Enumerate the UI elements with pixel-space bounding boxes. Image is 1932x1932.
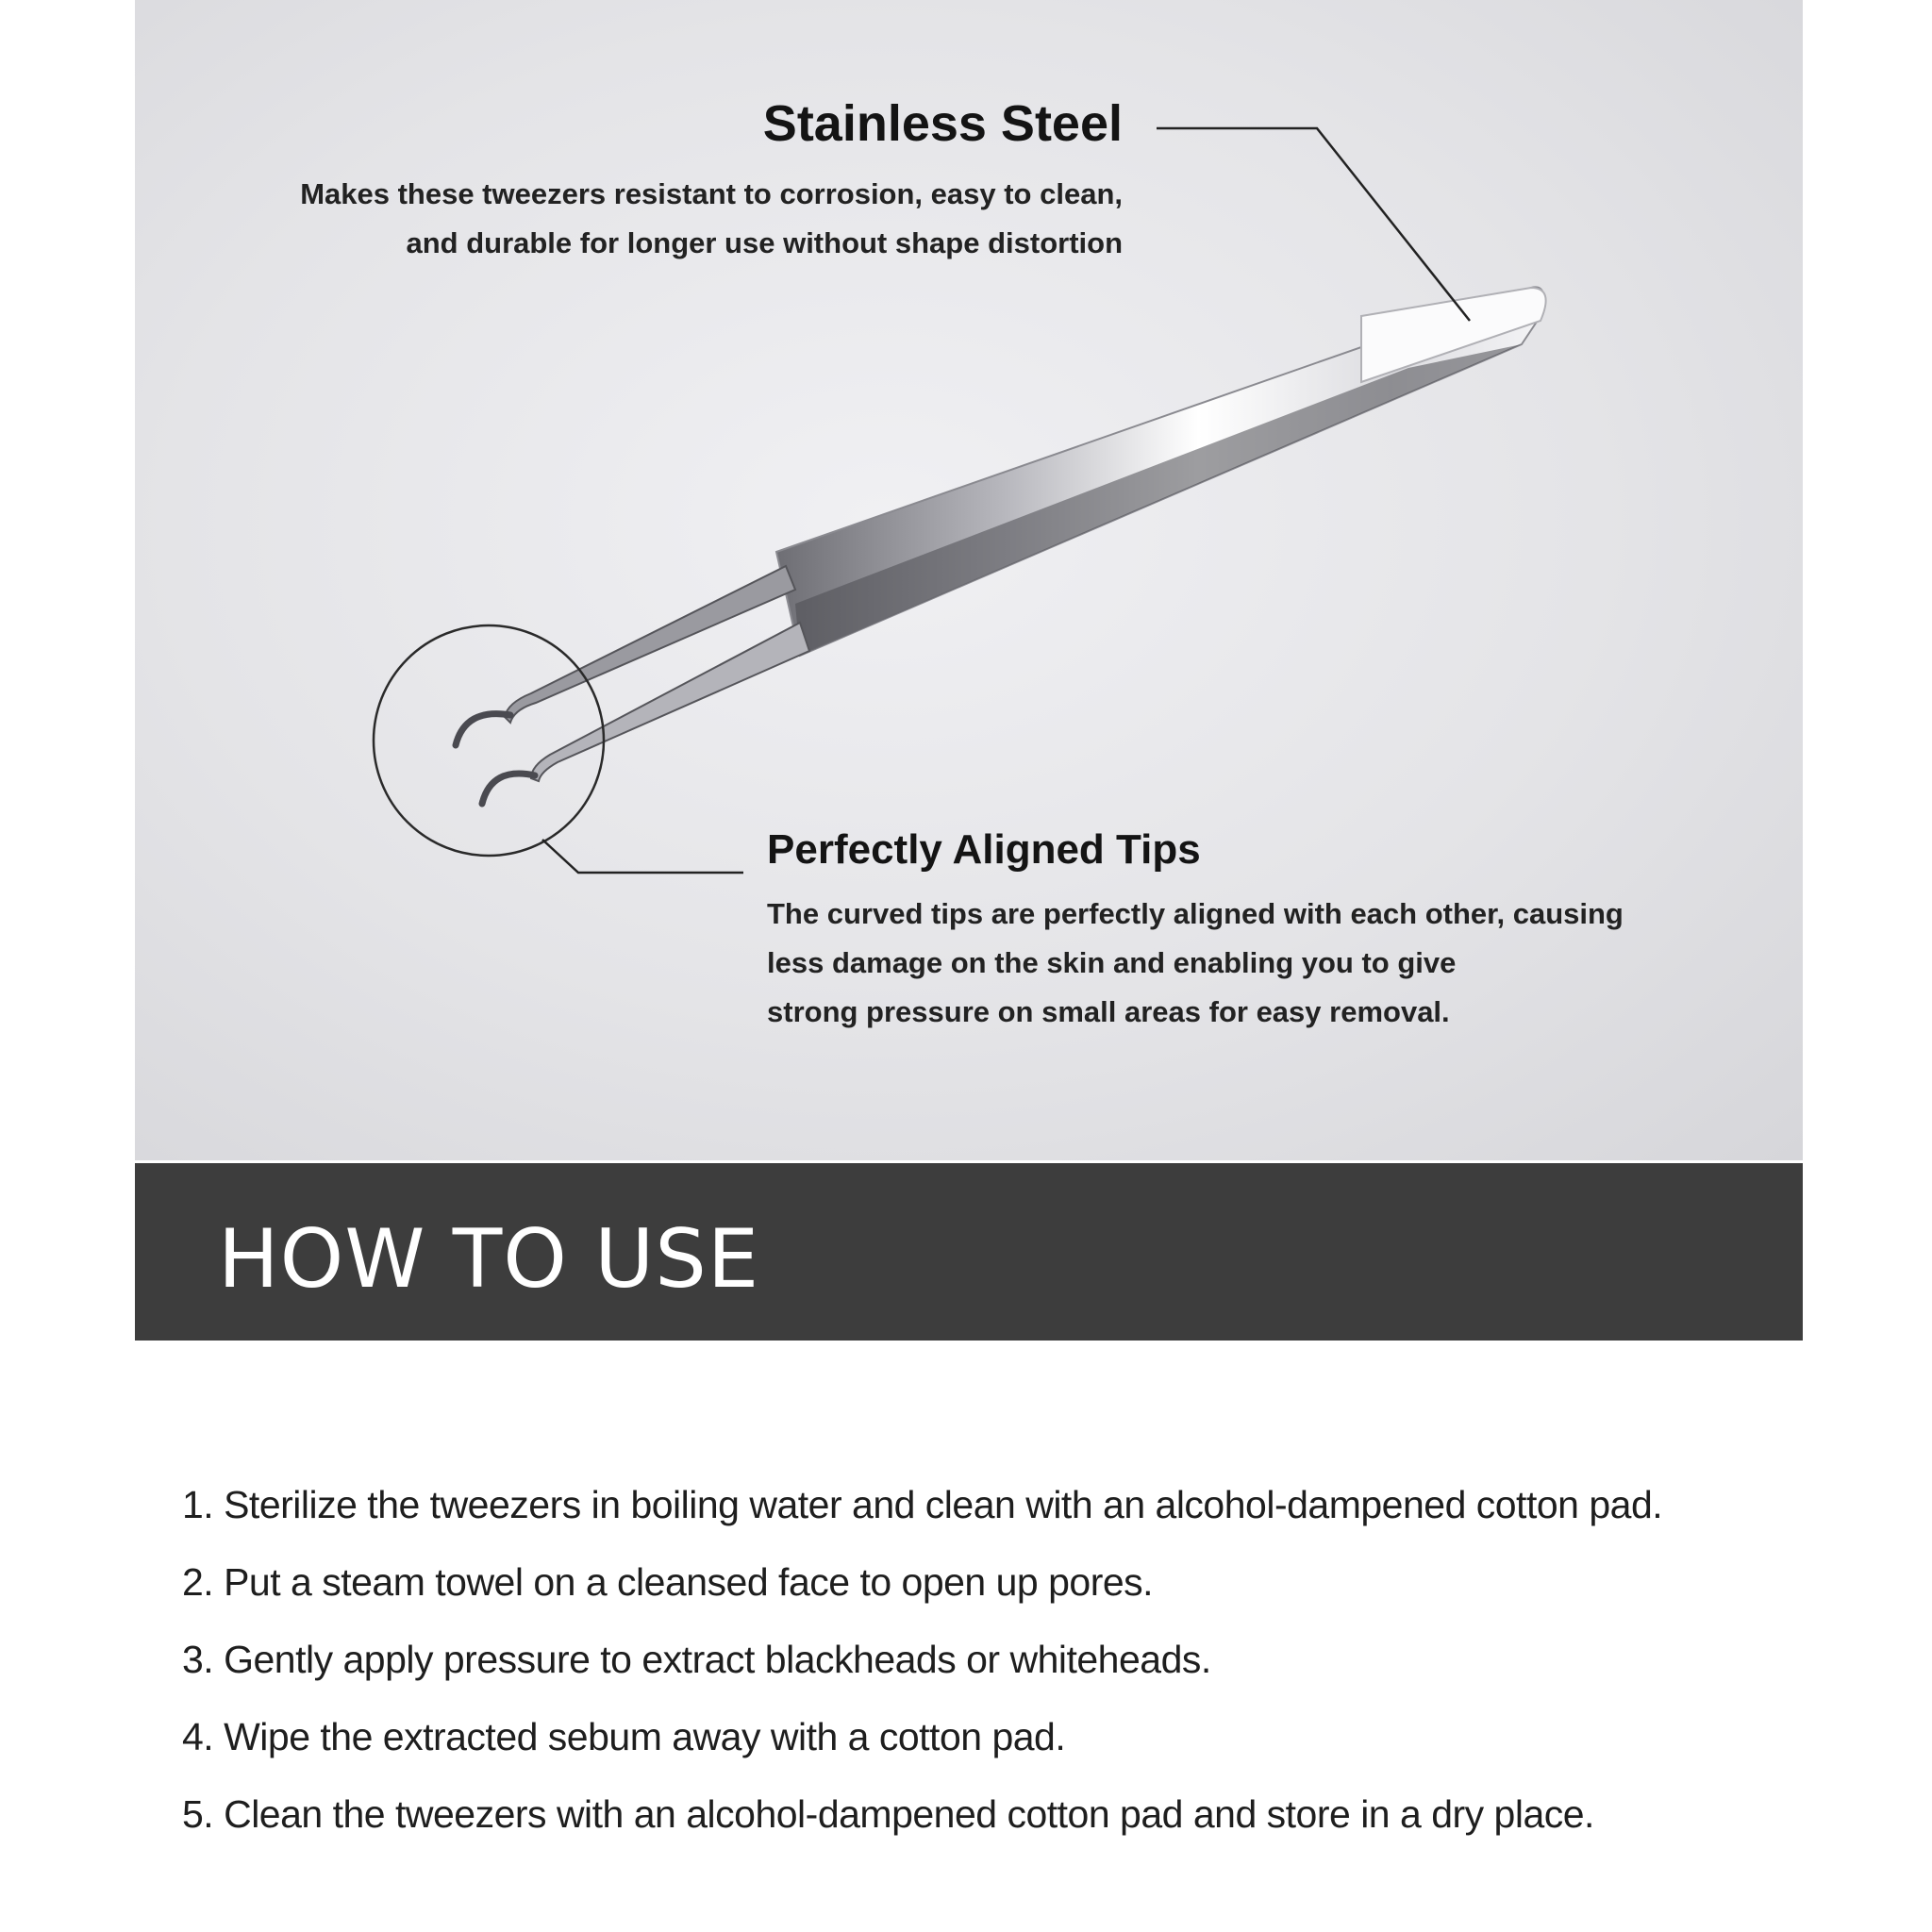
aligned-tips-line-1: The curved tips are perfectly aligned with each other, causing xyxy=(767,897,1624,930)
how-to-use-steps xyxy=(182,1472,1662,1858)
stainless-steel-description xyxy=(135,170,1123,268)
stainless-steel-line-2: and durable for longer use without shape distortion xyxy=(406,226,1123,259)
step-item: 4. Wipe the extracted sebum away with a cotton pad. xyxy=(182,1715,1066,1758)
step-item: 3. Gently apply pressure to extract blackheads or whiteheads. xyxy=(182,1638,1211,1681)
step-item: 5. Clean the tweezers with an alcohol-dampened cotton pad and store in a dry place. xyxy=(182,1792,1594,1836)
step-item: 1. Sterilize the tweezers in boiling water and clean with an alcohol-dampened cotton pad. xyxy=(182,1483,1663,1526)
magnify-circle-icon xyxy=(374,625,604,856)
aligned-tips-description xyxy=(767,890,1767,1037)
product-photo-panel xyxy=(135,0,1803,1160)
stainless-steel-title: Stainless Steel xyxy=(762,95,1123,152)
aligned-tips-title: Perfectly Aligned Tips xyxy=(767,826,1201,873)
aligned-tips-line-2: less damage on the skin and enabling you to give xyxy=(767,946,1457,979)
how-to-use-title: HOW TO USE xyxy=(218,1212,760,1307)
step-item: 2. Put a steam towel on a cleansed face to open up pores. xyxy=(182,1560,1154,1604)
aligned-tips-line-3: strong pressure on small areas for easy removal. xyxy=(767,995,1450,1028)
how-to-use-banner xyxy=(135,1163,1803,1341)
stainless-steel-line-1: Makes these tweezers resistant to corrosion, easy to clean, xyxy=(300,177,1123,210)
